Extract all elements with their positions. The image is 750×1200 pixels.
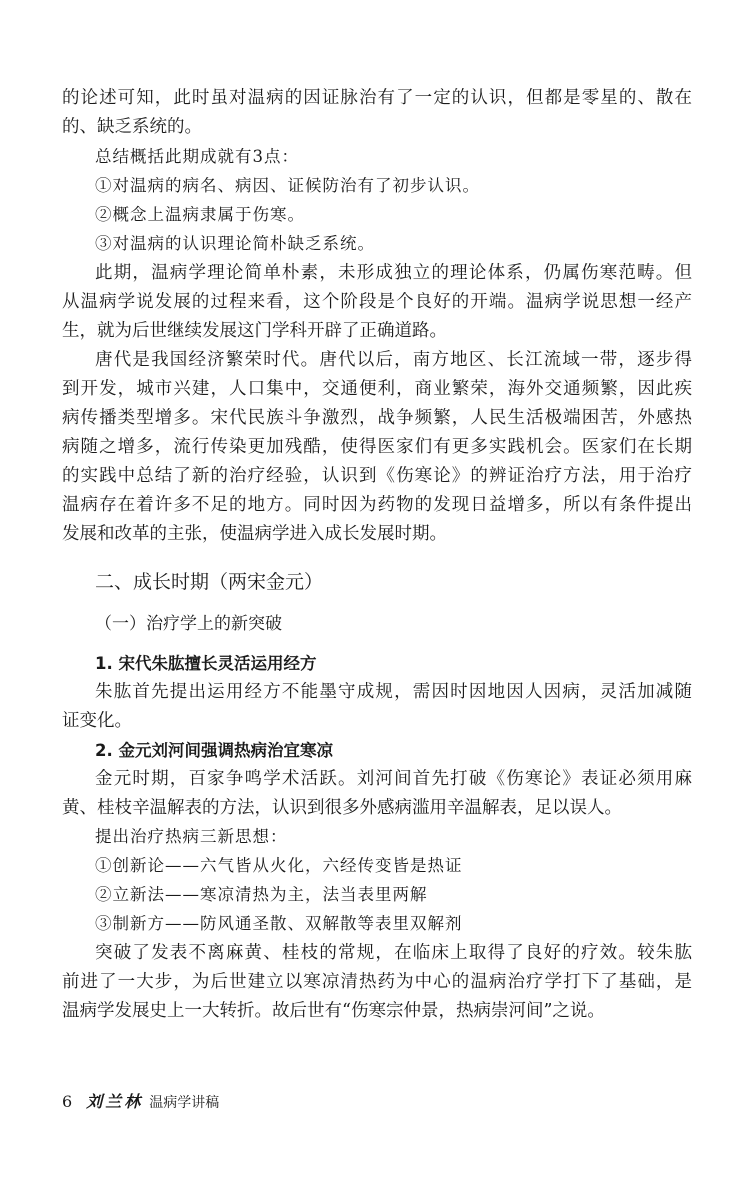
section-heading: 二、成长时期（两宋金元）	[95, 571, 324, 593]
footer-author: 刘兰林	[86, 1092, 144, 1111]
paragraph-line: 温病学发展史上一大转折。故后世有“伤寒宗仲景，热病崇河间”之说。	[62, 1001, 605, 1021]
paragraph-line: 到开发，城市兴建，人口集中，交通便利，商业繁荣，海外交通频繁，因此疾	[62, 379, 692, 399]
paragraph-line: 从温病学说发展的过程来看，这个阶段是个良好的开端。温病学说思想一经产	[62, 292, 692, 312]
page-number: 6	[62, 1092, 73, 1111]
thought-item: ②立新法——寒凉清热为主，法当表里两解	[95, 885, 428, 904]
paragraph-line: 黄、桂枝辛温解表的方法，认识到很多外感病滥用辛温解表，足以误人。	[62, 798, 622, 818]
thought-intro: 提出治疗热病三新思想：	[95, 827, 288, 846]
summary-intro: 总结概括此期成就有3点：	[95, 147, 299, 166]
paragraph-line: 证变化。	[62, 711, 132, 731]
thought-item: ①创新论——六气皆从火化，六经传变皆是热证	[95, 856, 463, 875]
thought-item: ③制新方——防风通圣散、双解散等表里双解剂	[95, 914, 463, 933]
subsection-heading: （一）治疗学上的新突破	[95, 614, 282, 634]
paragraph-line: 前进了一大步，为后世建立以寒凉清热药为中心的温病治疗学打下了基础，是	[62, 972, 692, 992]
paragraph-line: 朱肱首先提出运用经方不能墨守成规，需因时因地因人因病，灵活加减随	[95, 682, 692, 702]
paragraph-line: 病随之增多，流行传染更加残酷，使得医家们有更多实践机会。医家们在长期	[62, 437, 692, 457]
item-heading: 2. 金元刘河间强调热病治宜寒凉	[95, 741, 333, 760]
summary-item: ②概念上温病隶属于伤寒。	[95, 205, 305, 224]
summary-item: ①对温病的病名、病因、证候防治有了初步认识。	[95, 176, 480, 195]
footer-book-title: 温病学讲稿	[149, 1095, 220, 1111]
paragraph-line: 突破了发表不离麻黄、桂枝的常规，在临床上取得了良好的疗效。较朱肱	[95, 943, 692, 963]
paragraph-line: 发展和改革的主张，使温病学进入成长发展时期。	[62, 524, 447, 544]
paragraph-line: 的论述可知，此时虽对温病的因证脉治有了一定的认识，但都是零星的、散在	[62, 88, 692, 108]
paragraph-line: 金元时期，百家争鸣学术活跃。刘河间首先打破《伤寒论》表证必须用麻	[95, 769, 692, 789]
paragraph-line: 生，就为后世继续发展这门学科开辟了正确道路。	[62, 321, 447, 341]
paragraph-line: 的实践中总结了新的治疗经验，认识到《伤寒论》的辨证治疗方法，用于治疗	[62, 466, 692, 486]
paragraph-line: 此期，温病学理论简单朴素，未形成独立的理论体系，仍属伤寒范畴。但	[95, 263, 692, 283]
page-footer	[62, 1090, 219, 1115]
paragraph-line: 唐代是我国经济繁荣时代。唐代以后，南方地区、长江流域一带，逐步得	[95, 350, 692, 370]
summary-item: ③对温病的认识理论简朴缺乏系统。	[95, 234, 375, 253]
paragraph-line: 的、缺乏系统的。	[62, 117, 202, 137]
paragraph-line: 温病存在着许多不足的地方。同时因为药物的发现日益增多，所以有条件提出	[62, 495, 692, 515]
paragraph-line: 病传播类型增多。宋代民族斗争激烈，战争频繁，人民生活极端困苦，外感热	[62, 408, 692, 428]
item-heading: 1. 宋代朱肱擅长灵活运用经方	[95, 654, 317, 673]
